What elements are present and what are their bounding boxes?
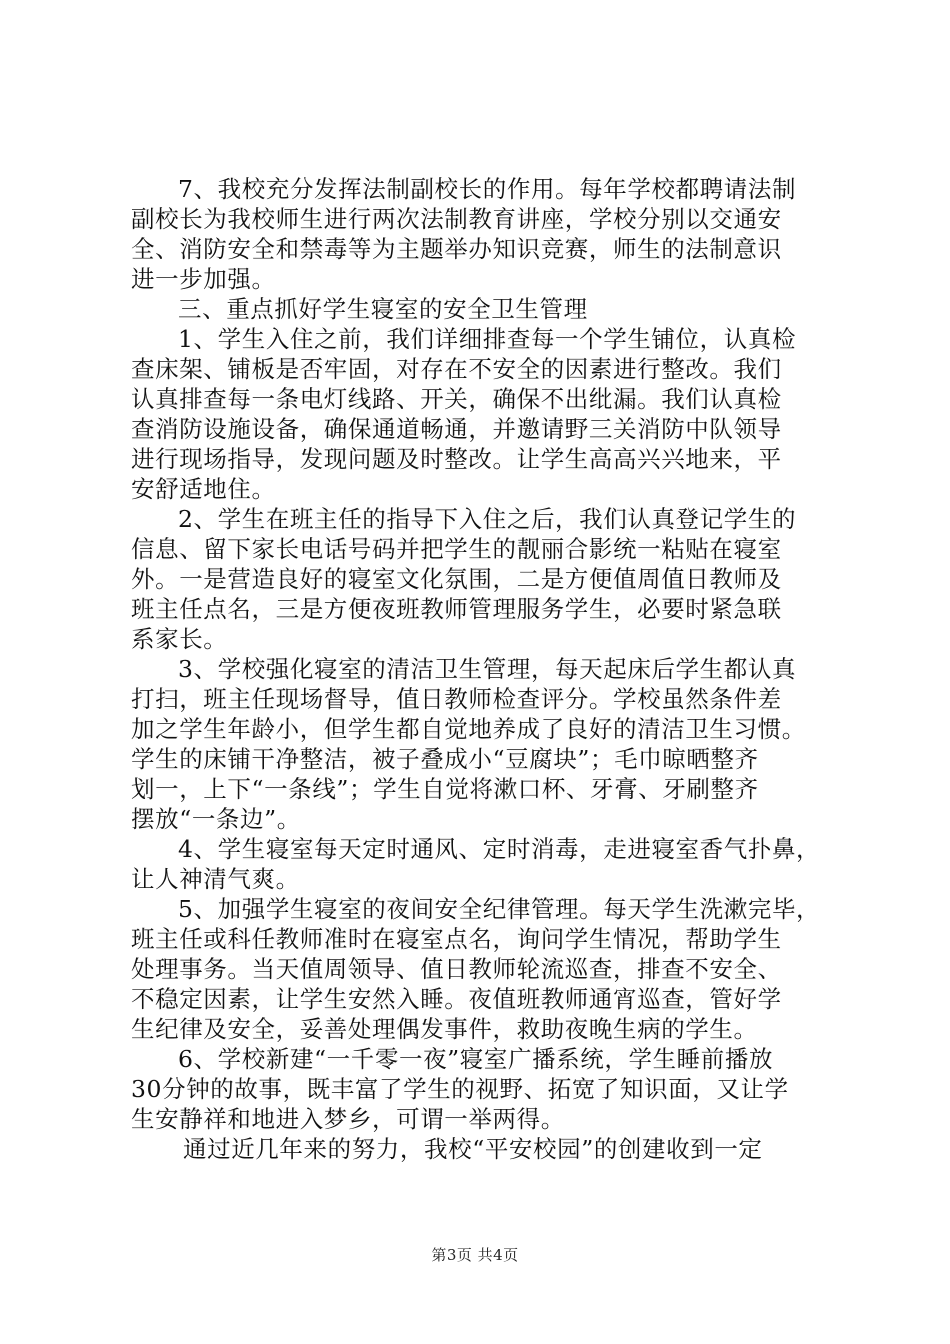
- paragraph-5: [131, 894, 831, 1044]
- text-line: 不稳定因素，让学生安然入睡。夜值班教师通宵巡查，管好学: [131, 985, 782, 1013]
- text-line: 班主任或科任教师准时在寝室点名，询问学生情况，帮助学生: [131, 925, 782, 953]
- paragraph-4: [131, 834, 831, 894]
- text-line: 安舒适地住。: [131, 475, 276, 503]
- text-line: 通过近几年来的努力，我校“平安校园”的创建收到一定: [183, 1135, 763, 1163]
- page-number-footer: 第3页 共4页: [431, 1246, 519, 1264]
- text-line: 处理事务。当天值周领导、值日教师轮流巡查，排查不安全、: [131, 955, 782, 983]
- text-line: 30分钟的故事，既丰富了学生的视野、拓宽了知识面，又让学: [131, 1075, 789, 1103]
- paragraph-2: [131, 504, 831, 654]
- text-line: 认真排查每一条电灯线路、开关，确保不出纰漏。我们认真检: [131, 385, 782, 413]
- paragraph-7: [131, 174, 831, 294]
- text-line: 副校长为我校师生进行两次法制教育讲座，学校分别以交通安: [131, 205, 782, 233]
- text-line: 三、重点抓好学生寝室的安全卫生管理: [178, 295, 588, 323]
- paragraph-6: [131, 1044, 831, 1134]
- text-line: 进行现场指导，发现问题及时整改。让学生高高兴兴地来，平: [131, 445, 782, 473]
- text-line: 查消防设施设备，确保通道畅通，并邀请野三关消防中队领导: [131, 415, 782, 443]
- text-line: 2、学生在班主任的指导下入住之后，我们认真登记学生的: [178, 505, 797, 533]
- paragraph-3: [131, 654, 831, 834]
- text-line: 1、学生入住之前，我们详细排查每一个学生铺位，认真检: [178, 325, 797, 353]
- text-line: 加之学生年龄小，但学生都自觉地养成了良好的清洁卫生习惯。: [131, 715, 806, 743]
- section-heading-3: [131, 294, 831, 324]
- text-line: 6、学校新建“一千零一夜”寝室广播系统，学生睡前播放: [178, 1045, 774, 1073]
- text-line: 打扫，班主任现场督导，值日教师检查评分。学校虽然条件差: [131, 685, 782, 713]
- text-line: 学生的床铺干净整洁，被子叠成小“豆腐块”；毛巾晾晒整齐: [131, 745, 759, 773]
- text-line: 摆放“一条边”。: [131, 805, 301, 833]
- text-line: 系家长。: [131, 625, 228, 653]
- text-line: 查床架、铺板是否牢固，对存在不安全的因素进行整改。我们: [131, 355, 782, 383]
- text-line: 生纪律及安全，妥善处理偶发事件，救助夜晚生病的学生。: [131, 1015, 758, 1043]
- text-line: 全、消防安全和禁毒等为主题举办知识竞赛，师生的法制意识: [131, 235, 782, 263]
- text-line: 进一步加强。: [131, 265, 276, 293]
- text-line: 5、加强学生寝室的夜间安全纪律管理。每天学生洗漱完毕，: [178, 895, 821, 923]
- text-line: 信息、留下家长电话号码并把学生的靓丽合影统一粘贴在寝室: [131, 535, 782, 563]
- paragraph-1: [131, 324, 831, 504]
- text-line: 4、学生寝室每天定时通风、定时消毒，走进寝室香气扑鼻，: [178, 835, 821, 863]
- text-line: 班主任点名，三是方便夜班教师管理服务学生，必要时紧急联: [131, 595, 782, 623]
- paragraph-final: [131, 1134, 831, 1164]
- text-line: 外。一是营造良好的寝室文化氛围，二是方便值周值日教师及: [131, 565, 782, 593]
- text-line: 3、学校强化寝室的清洁卫生管理，每天起床后学生都认真: [178, 655, 797, 683]
- text-line: 生安静祥和地进入梦乡，可谓一举两得。: [131, 1105, 565, 1133]
- document-body: [131, 174, 831, 1164]
- text-line: 7、我校充分发挥法制副校长的作用。每年学校都聘请法制: [178, 175, 797, 203]
- text-line: 让人神清气爽。: [131, 865, 300, 893]
- text-line: 划一，上下“一条线”；学生自觉将漱口杯、牙膏、牙刷整齐: [131, 775, 759, 803]
